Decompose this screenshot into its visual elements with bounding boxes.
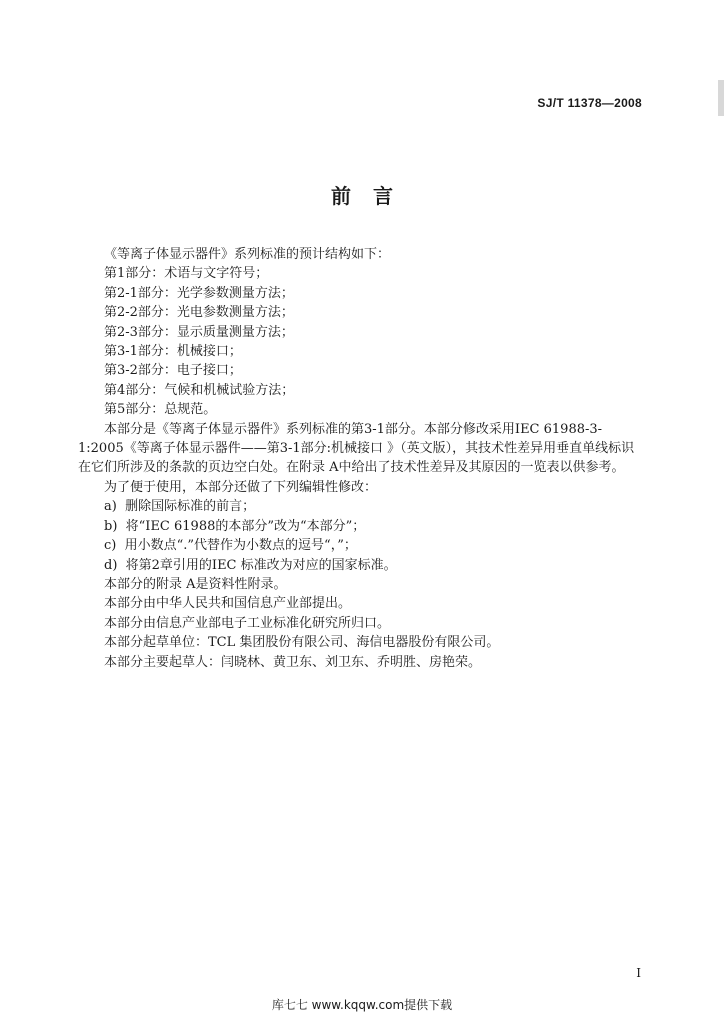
footer-download-note: 库七七 www.kqqw.com提供下载: [271, 998, 453, 1012]
foreword-body: [78, 245, 644, 672]
paragraph-drafting-units: 本部分起草单位：TCL 集团股份有限公司、海信电器股份有限公司。: [104, 635, 500, 651]
paragraph-centralized-by: 本部分由信息产业部电子工业标准化研究所归口。: [104, 615, 391, 631]
series-part-3-1: 第3-1部分：机械接口；: [104, 344, 242, 360]
paragraph-proposed-by: 本部分由中华人民共和国信息产业部提出。: [104, 596, 352, 612]
standard-code: SJ/T 11378—2008: [537, 96, 642, 110]
editorial-item-b: b) 将“IEC 61988的本部分”改为“本部分”；: [104, 518, 366, 534]
series-part-4: 第4部分：气候和机械试验方法；: [104, 382, 295, 398]
series-part-1: 第1部分：术语与文字符号；: [104, 266, 269, 282]
scan-edge-mark: [718, 80, 724, 116]
series-part-2-1: 第2-1部分：光学参数测量方法；: [104, 285, 294, 301]
editorial-item-d: d) 将第2章引用的IEC 标准改为对应的国家标准。: [104, 557, 397, 573]
editorial-item-c: c) 用小数点“.”代替作为小数点的逗号“，”；: [104, 538, 357, 554]
page-number: I: [636, 966, 641, 980]
page-title: 前言: [331, 184, 415, 208]
editorial-item-a: a) 删除国际标准的前言；: [104, 499, 256, 515]
paragraph-adoption: 本部分是《等离子体显示器件》系列标准的第3-1部分。本部分修改采用IEC 61988-3-1:2005《等离子体显示器件——第3-1部分:机械接口 》（英文版），其技术性差异用垂直单线标识在它们所涉及的条款的页边空白处。在附录 A中给出了技术性差异及其原因的一览表以供参考。: [78, 421, 635, 476]
series-part-5: 第5部分：总规范。: [104, 402, 217, 418]
series-part-2-2: 第2-2部分：光电参数测量方法；: [104, 305, 294, 321]
series-part-2-3: 第2-3部分：显示质量测量方法；: [104, 324, 294, 340]
paragraph-series-intro: 《等离子体显示器件》系列标准的预计结构如下：: [104, 247, 391, 262]
paragraph-editorial-intro: 为了便于使用，本部分还做了下列编辑性修改：: [104, 479, 378, 495]
series-part-3-2: 第3-2部分：电子接口；: [104, 363, 242, 379]
paragraph-drafters: 本部分主要起草人：闫晓林、黄卫东、刘卫东、乔明胜、房艳荣。: [104, 654, 482, 670]
paragraph-annex: 本部分的附录 A是资料性附录。: [104, 576, 287, 592]
